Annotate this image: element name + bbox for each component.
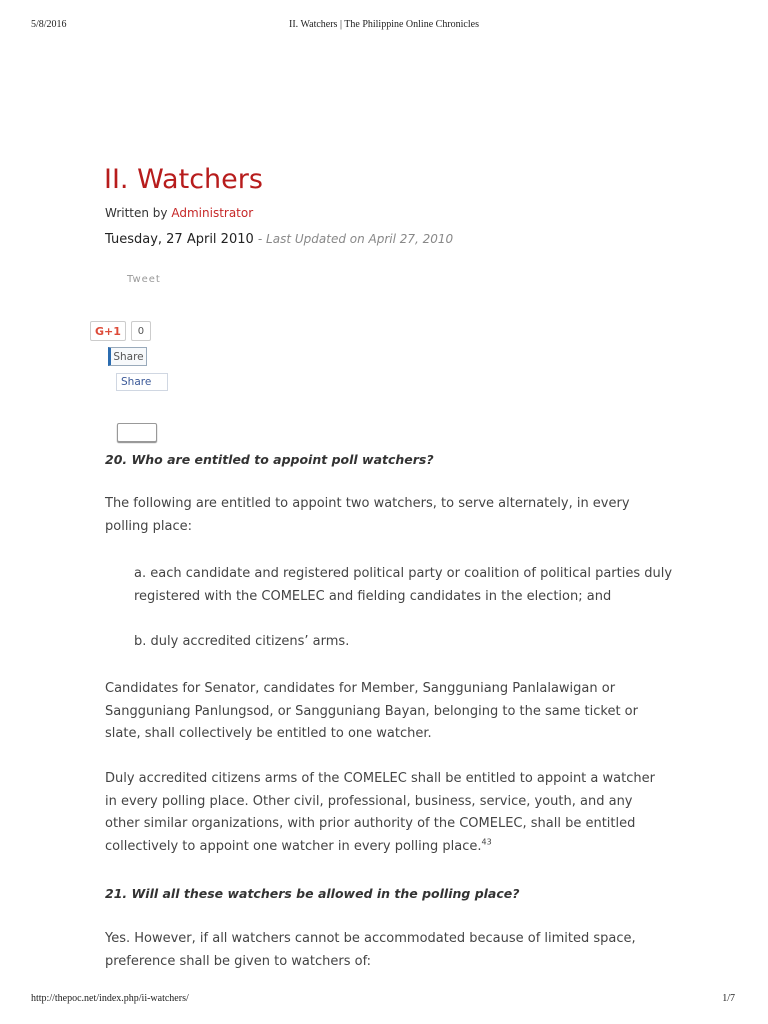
author-link[interactable]: Administrator <box>171 206 254 220</box>
google-plus-count: 0 <box>131 321 151 341</box>
paragraph-yes-however: Yes. However, if all watchers cannot be accommodated because of limited space, preference shall be given to watchers of: <box>105 931 636 969</box>
paragraph-citizens-arms-text: Duly accredited citizens arms of the COMELEC shall be entitled to appoint a watcher in every polling place. Other civil, professional, business, service, youth, and any other similar organizations, with prior authority of the COMELEC, shall be entitled collectively to appoint one watcher in every polling place. <box>105 771 655 854</box>
written-by-label: Written by <box>105 206 168 220</box>
paragraph-entitled: The following are entitled to appoint two watchers, to serve alternately, in every polling place: <box>105 496 630 534</box>
list-item-a: a. each candidate and registered political party or coalition of political parties duly registered with the COMELEC and fielding candidates in the election; and <box>134 566 673 604</box>
google-plus-widget[interactable] <box>90 321 151 341</box>
print-date: 5/8/2016 <box>31 19 67 30</box>
article-date <box>105 232 453 247</box>
question-20: 20. Who are entitled to appoint poll watchers? <box>105 452 434 467</box>
print-page-number: 1/7 <box>722 993 735 1004</box>
byline <box>105 206 253 220</box>
footnote-43[interactable]: 43 <box>481 837 492 847</box>
print-url: http://thepoc.net/index.php/ii-watchers/ <box>31 993 189 1004</box>
facebook-share-button[interactable]: Share <box>116 373 168 391</box>
last-updated: - Last Updated on April 27, 2010 <box>257 232 454 246</box>
paragraph-candidates: Candidates for Senator, candidates for Member, Sangguniang Panlalawigan or Sangguniang Panlungsod, or Sangguniang Bayan, belonging to the same ticket or slate, shall collectively be entitled to one watcher. <box>105 681 638 741</box>
question-21: 21. Will all these watchers be allowed in the polling place? <box>105 886 520 901</box>
article-title: II. Watchers <box>104 164 263 195</box>
tweet-button[interactable]: Tweet <box>127 274 161 285</box>
google-plus-button[interactable]: G+1 <box>90 321 126 341</box>
empty-widget-button[interactable] <box>117 423 157 442</box>
linkedin-share-button[interactable]: Share <box>108 347 147 366</box>
print-page-title: II. Watchers | The Philippine Online Chronicles <box>289 19 479 30</box>
paragraph-citizens-arms <box>105 768 665 858</box>
list-item-b: b. duly accredited citizens’ arms. <box>134 634 350 649</box>
published-date: Tuesday, 27 April 2010 <box>105 232 254 247</box>
